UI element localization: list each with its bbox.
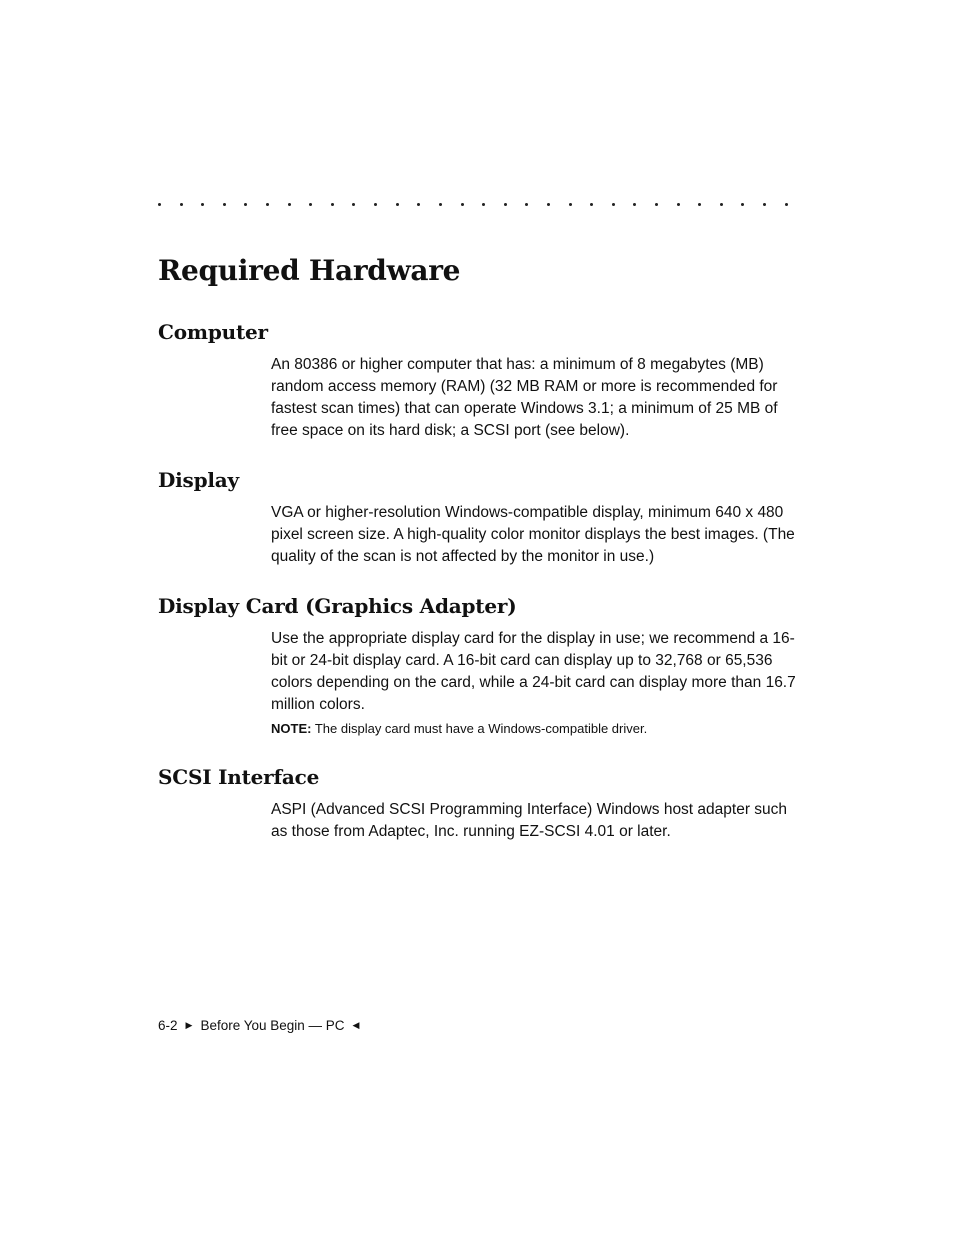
page-footer (158, 1018, 359, 1033)
dotted-rule (158, 203, 788, 206)
right-triangle-icon: ▶ (185, 1020, 193, 1030)
section-body-computer: An 80386 or higher computer that has: a minimum of 8 megabytes (MB) random access memory (RAM) (32 MB RAM or more is recommended for fastest scan times) that can operate Windows 3.1; a minimum of 25 MB of free space on its hard disk; a SCSI port (see below). (271, 356, 778, 439)
section-body-scsi: ASPI (Advanced SCSI Programming Interface) Windows host adapter such as those from Adaptec, Inc. running EZ-SCSI 4.01 or later. (271, 801, 788, 840)
section-heading-display: Display (158, 468, 239, 492)
section-heading-scsi: SCSI Interface (158, 765, 320, 789)
note (271, 721, 647, 736)
page-number: 6-2 (158, 1018, 178, 1033)
left-triangle-icon: ◀ (352, 1020, 360, 1030)
footer-text: Before You Begin — PC (200, 1018, 345, 1033)
section-heading-display-card: Display Card (Graphics Adapter) (158, 594, 517, 618)
note-text: The display card must have a Windows-compatible driver. (314, 721, 648, 736)
section-body-display-card: Use the appropriate display card for the display in use; we recommend a 16-bit or 24-bit display card. A 16-bit card can display up to 32,768 or 65,536 colors depending on the card, while a 24-bit card can display more than 16.7 million colors. (271, 630, 796, 713)
page-title: Required Hardware (158, 254, 461, 287)
section-body-display: VGA or higher-resolution Windows-compatible display, minimum 640 x 480 pixel screen size. A high-quality color monitor displays the best images. (The quality of the scan is not affected by the monitor in use.) (271, 504, 795, 565)
section-heading-computer: Computer (158, 320, 268, 344)
note-label: NOTE: (271, 721, 312, 736)
